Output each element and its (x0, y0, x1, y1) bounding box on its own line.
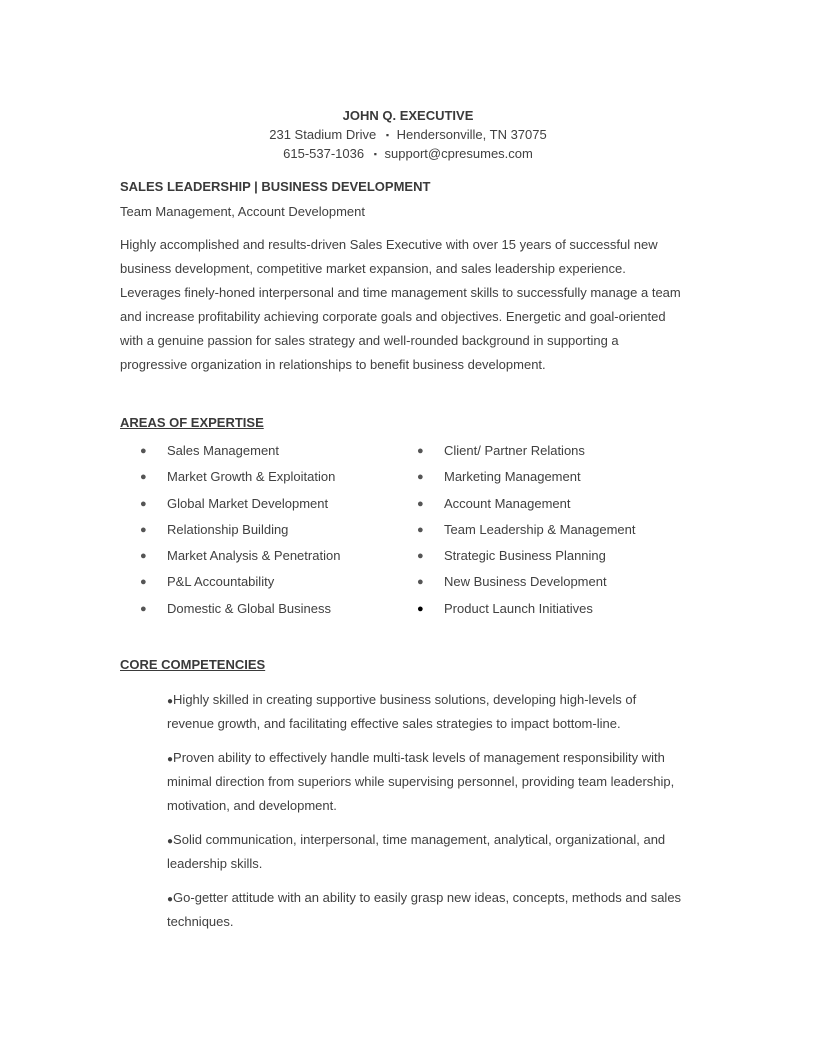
bullet-icon: ● (417, 497, 424, 510)
subheadline: Team Management, Account Development (120, 204, 365, 219)
expertise-label: Global Market Development (167, 495, 329, 511)
address-line (0, 127, 816, 142)
competency-text: Proven ability to effectively handle multi-task levels of management responsibility with (173, 750, 665, 765)
expertise-label: New Business Development (444, 574, 607, 590)
contact-line (0, 146, 816, 161)
competency-text: motivation, and development. (167, 798, 337, 813)
expertise-item (140, 547, 340, 573)
expertise-label: Sales Management (167, 443, 280, 458)
bullet-icon: ● (167, 836, 174, 847)
bullet-icon: ● (167, 696, 174, 707)
summary-line: Highly accomplished and results-driven Sales Executive with over 15 years of successful new (120, 237, 658, 252)
expertise-label: Domestic & Global Business (167, 600, 332, 616)
competencies-section-title: CORE COMPETENCIES (120, 657, 266, 672)
competency-text: Solid communication, interpersonal, time management, analytical, organizational, and (173, 832, 666, 847)
expertise-label: Team Leadership & Management (444, 521, 636, 537)
expertise-item (417, 547, 636, 573)
expertise-item (140, 442, 340, 468)
expertise-label: Relationship Building (167, 521, 289, 537)
address-city: Hendersonville, TN 37075 (396, 127, 547, 142)
expertise-item (140, 600, 340, 626)
bullet-icon: ● (417, 602, 424, 615)
expertise-item (140, 495, 340, 521)
bullet-icon: ● (167, 894, 174, 905)
bullet-icon: ● (140, 523, 147, 536)
expertise-right-column (417, 442, 636, 626)
expertise-label: Client/ Partner Relations (444, 443, 585, 458)
competency-item (167, 691, 636, 739)
summary-line: and increase profitability achieving corporate goals and objectives. Energetic and goal-oriented (120, 309, 666, 324)
expertise-label: Strategic Business Planning (444, 548, 606, 564)
expertise-label: P&L Accountability (167, 574, 275, 590)
bullet-icon: ● (140, 445, 147, 457)
bullet-icon: ● (417, 445, 424, 457)
bullet-icon: ● (140, 471, 147, 484)
competency-line (167, 831, 665, 855)
summary-paragraph (120, 233, 690, 377)
bullet-icon: ● (417, 471, 424, 484)
expertise-item (417, 573, 636, 599)
competency-text: revenue growth, and facilitating effective sales strategies to impact bottom-line. (167, 716, 621, 731)
competency-line (167, 691, 636, 715)
expertise-label: Product Launch Initiatives (444, 600, 593, 616)
competency-text: Go-getter attitude with an ability to easily grasp new ideas, concepts, methods and sales (173, 890, 682, 905)
expertise-label: Market Analysis & Penetration (167, 548, 341, 564)
separator-bullet: ▪ (373, 149, 377, 159)
summary-line: progressive organization in relationships to benefit business development. (120, 357, 546, 372)
competency-item (167, 889, 681, 937)
expertise-item (417, 495, 636, 521)
bullet-icon: ● (417, 523, 424, 536)
expertise-item (140, 573, 340, 599)
expertise-item (140, 468, 340, 494)
competency-text: leadership skills. (167, 856, 263, 871)
competency-item (167, 831, 665, 879)
expertise-label: Marketing Management (444, 469, 581, 485)
summary-line: with a genuine passion for sales strategy and well-rounded background in supporting a (120, 333, 619, 348)
email-address: support@cpresumes.com (384, 146, 533, 161)
bullet-icon: ● (140, 602, 147, 615)
expertise-left-column (140, 442, 340, 626)
competency-text: Highly skilled in creating supportive business solutions, developing high-levels of (173, 692, 637, 707)
address-street: 231 Stadium Drive (269, 127, 377, 142)
expertise-label: Market Growth & Exploitation (167, 469, 336, 485)
competency-text: minimal direction from superiors while supervising personnel, providing team leadership, (167, 774, 675, 789)
competency-text: techniques. (167, 914, 234, 929)
competency-item (167, 749, 674, 821)
expertise-item (417, 442, 636, 468)
headline: SALES LEADERSHIP | BUSINESS DEVELOPMENT (120, 179, 431, 194)
bullet-icon: ● (140, 497, 147, 510)
separator-bullet: ▪ (385, 130, 390, 140)
bullet-icon: ● (167, 754, 174, 765)
expertise-item (140, 521, 340, 547)
expertise-item (417, 521, 636, 547)
summary-line: Leverages finely-honed interpersonal and time management skills to successfully manage a team (120, 285, 681, 300)
summary-line: business development, competitive market expansion, and sales leadership experience. (120, 261, 626, 276)
bullet-icon: ● (140, 550, 147, 563)
expertise-item (417, 468, 636, 494)
bullet-icon: ● (417, 550, 424, 563)
competency-line (167, 889, 681, 913)
bullet-icon: ● (417, 576, 424, 589)
expertise-item (417, 600, 636, 626)
expertise-label: Account Management (444, 495, 571, 511)
expertise-section-title: AREAS OF EXPERTISE (120, 415, 264, 430)
competency-line (167, 749, 674, 773)
phone-number: 615-537-1036 (283, 146, 365, 161)
bullet-icon: ● (140, 576, 147, 589)
candidate-name: JOHN Q. EXECUTIVE (342, 108, 474, 123)
